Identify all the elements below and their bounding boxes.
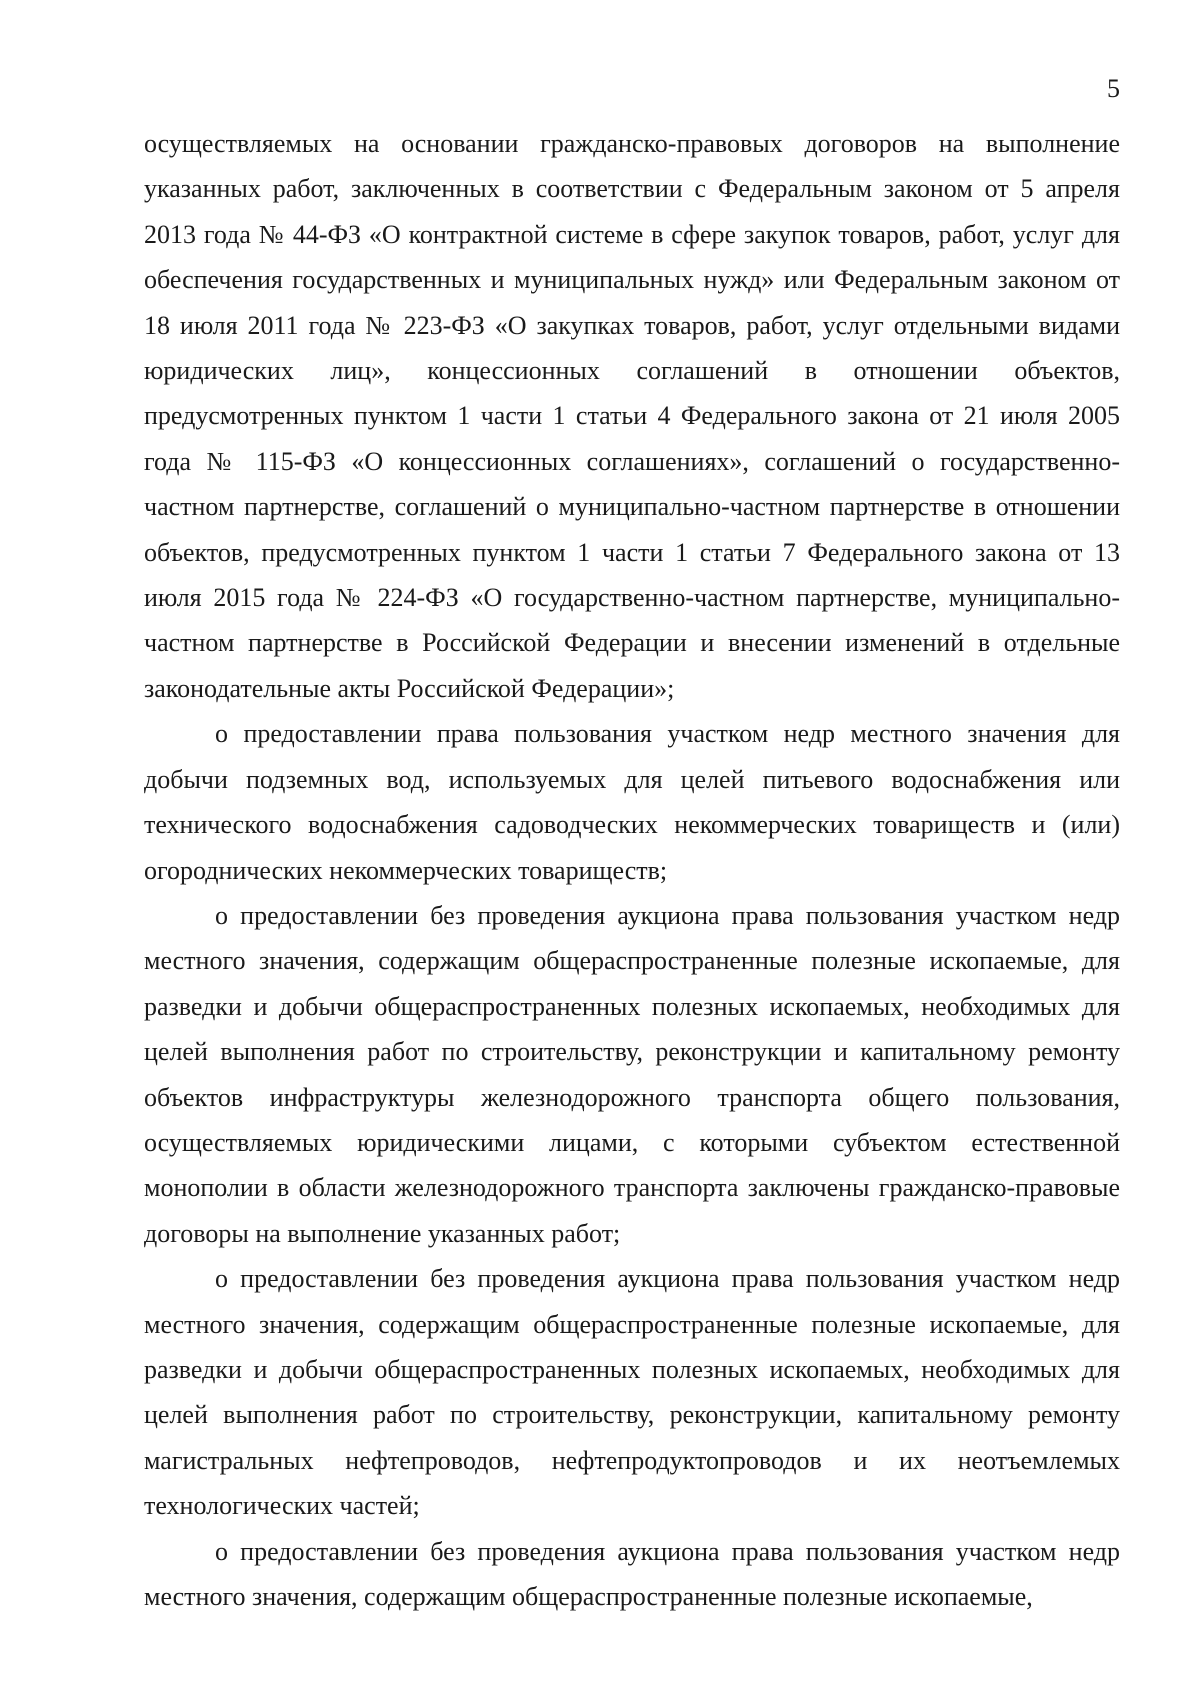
paragraph-groundwater-subsoil: о предоставлении права пользования участком недр местного значения для добычи подземных вод, используемых для целей питьевого водоснабжения или технического водоснабжения садоводческих некоммерческих товариществ и (или) огороднических некоммерческих товариществ; bbox=[144, 719, 1120, 885]
paragraph-subsoil-truncated: о предоставлении без проведения аукциона права пользования участком недр местного значения, содержащим общераспространенные полезные ископаемые, bbox=[144, 1536, 1120, 1611]
paragraph-pipeline-subsoil: о предоставлении без проведения аукциона права пользования участком недр местного значения, содержащим общераспространенные полезные ископаемые, для разведки и добычи общераспространенных полезных ископаемых, необходимых для целей выполнения работ по строительству, реконструкции, капитальному ремонту магистральных нефтепроводов, нефтепродуктопроводов и их неотъемлемых технологических частей; bbox=[144, 1264, 1120, 1521]
page-number: 5 bbox=[1107, 74, 1120, 103]
document-body bbox=[144, 121, 1120, 1619]
paragraph-railway-subsoil: о предоставлении без проведения аукциона права пользования участком недр местного значения, содержащим общераспространенные полезные ископаемые, для разведки и добычи общераспространенных полезных ископаемых, необходимых для целей выполнения работ по строительству, реконструкции и капитальному ремонту объектов инфраструктуры железнодорожного транспорта общего пользования, осуществляемых юридическими лицами, с которыми субъектом естественной монополии в области железнодорожного транспорта заключены гражданско-правовые договоры на выполнение указанных работ; bbox=[144, 900, 1120, 1248]
paragraph-continuation: осуществляемых на основании гражданско-правовых договоров на выполнение указанных работ, заключенных в соответствии с Федеральным законом от 5 апреля 2013 года № 44-ФЗ «О контрактной системе в сфере закупок товаров, работ, услуг для обеспечения государственных и муниципальных нужд» или Федеральным законом от 18 июля 2011 года № 223-ФЗ «О закупках товаров, работ, услуг отдельными видами юридических лиц», концессионных соглашений в отношении объектов, предусмотренных пунктом 1 части 1 статьи 4 Федерального закона от 21 июля 2005 года № 115-ФЗ «О концессионных соглашениях», соглашений о государственно-частном партнерстве, соглашений о муниципально-частном партнерстве в отношении объектов, предусмотренных пунктом 1 части 1 статьи 7 Федерального закона от 13 июля 2015 года № 224-ФЗ «О государственно-частном партнерстве, муниципально-частном партнерстве в Российской Федерации и внесении изменений в отдельные законодательные акты Российской Федерации»; bbox=[144, 129, 1120, 703]
